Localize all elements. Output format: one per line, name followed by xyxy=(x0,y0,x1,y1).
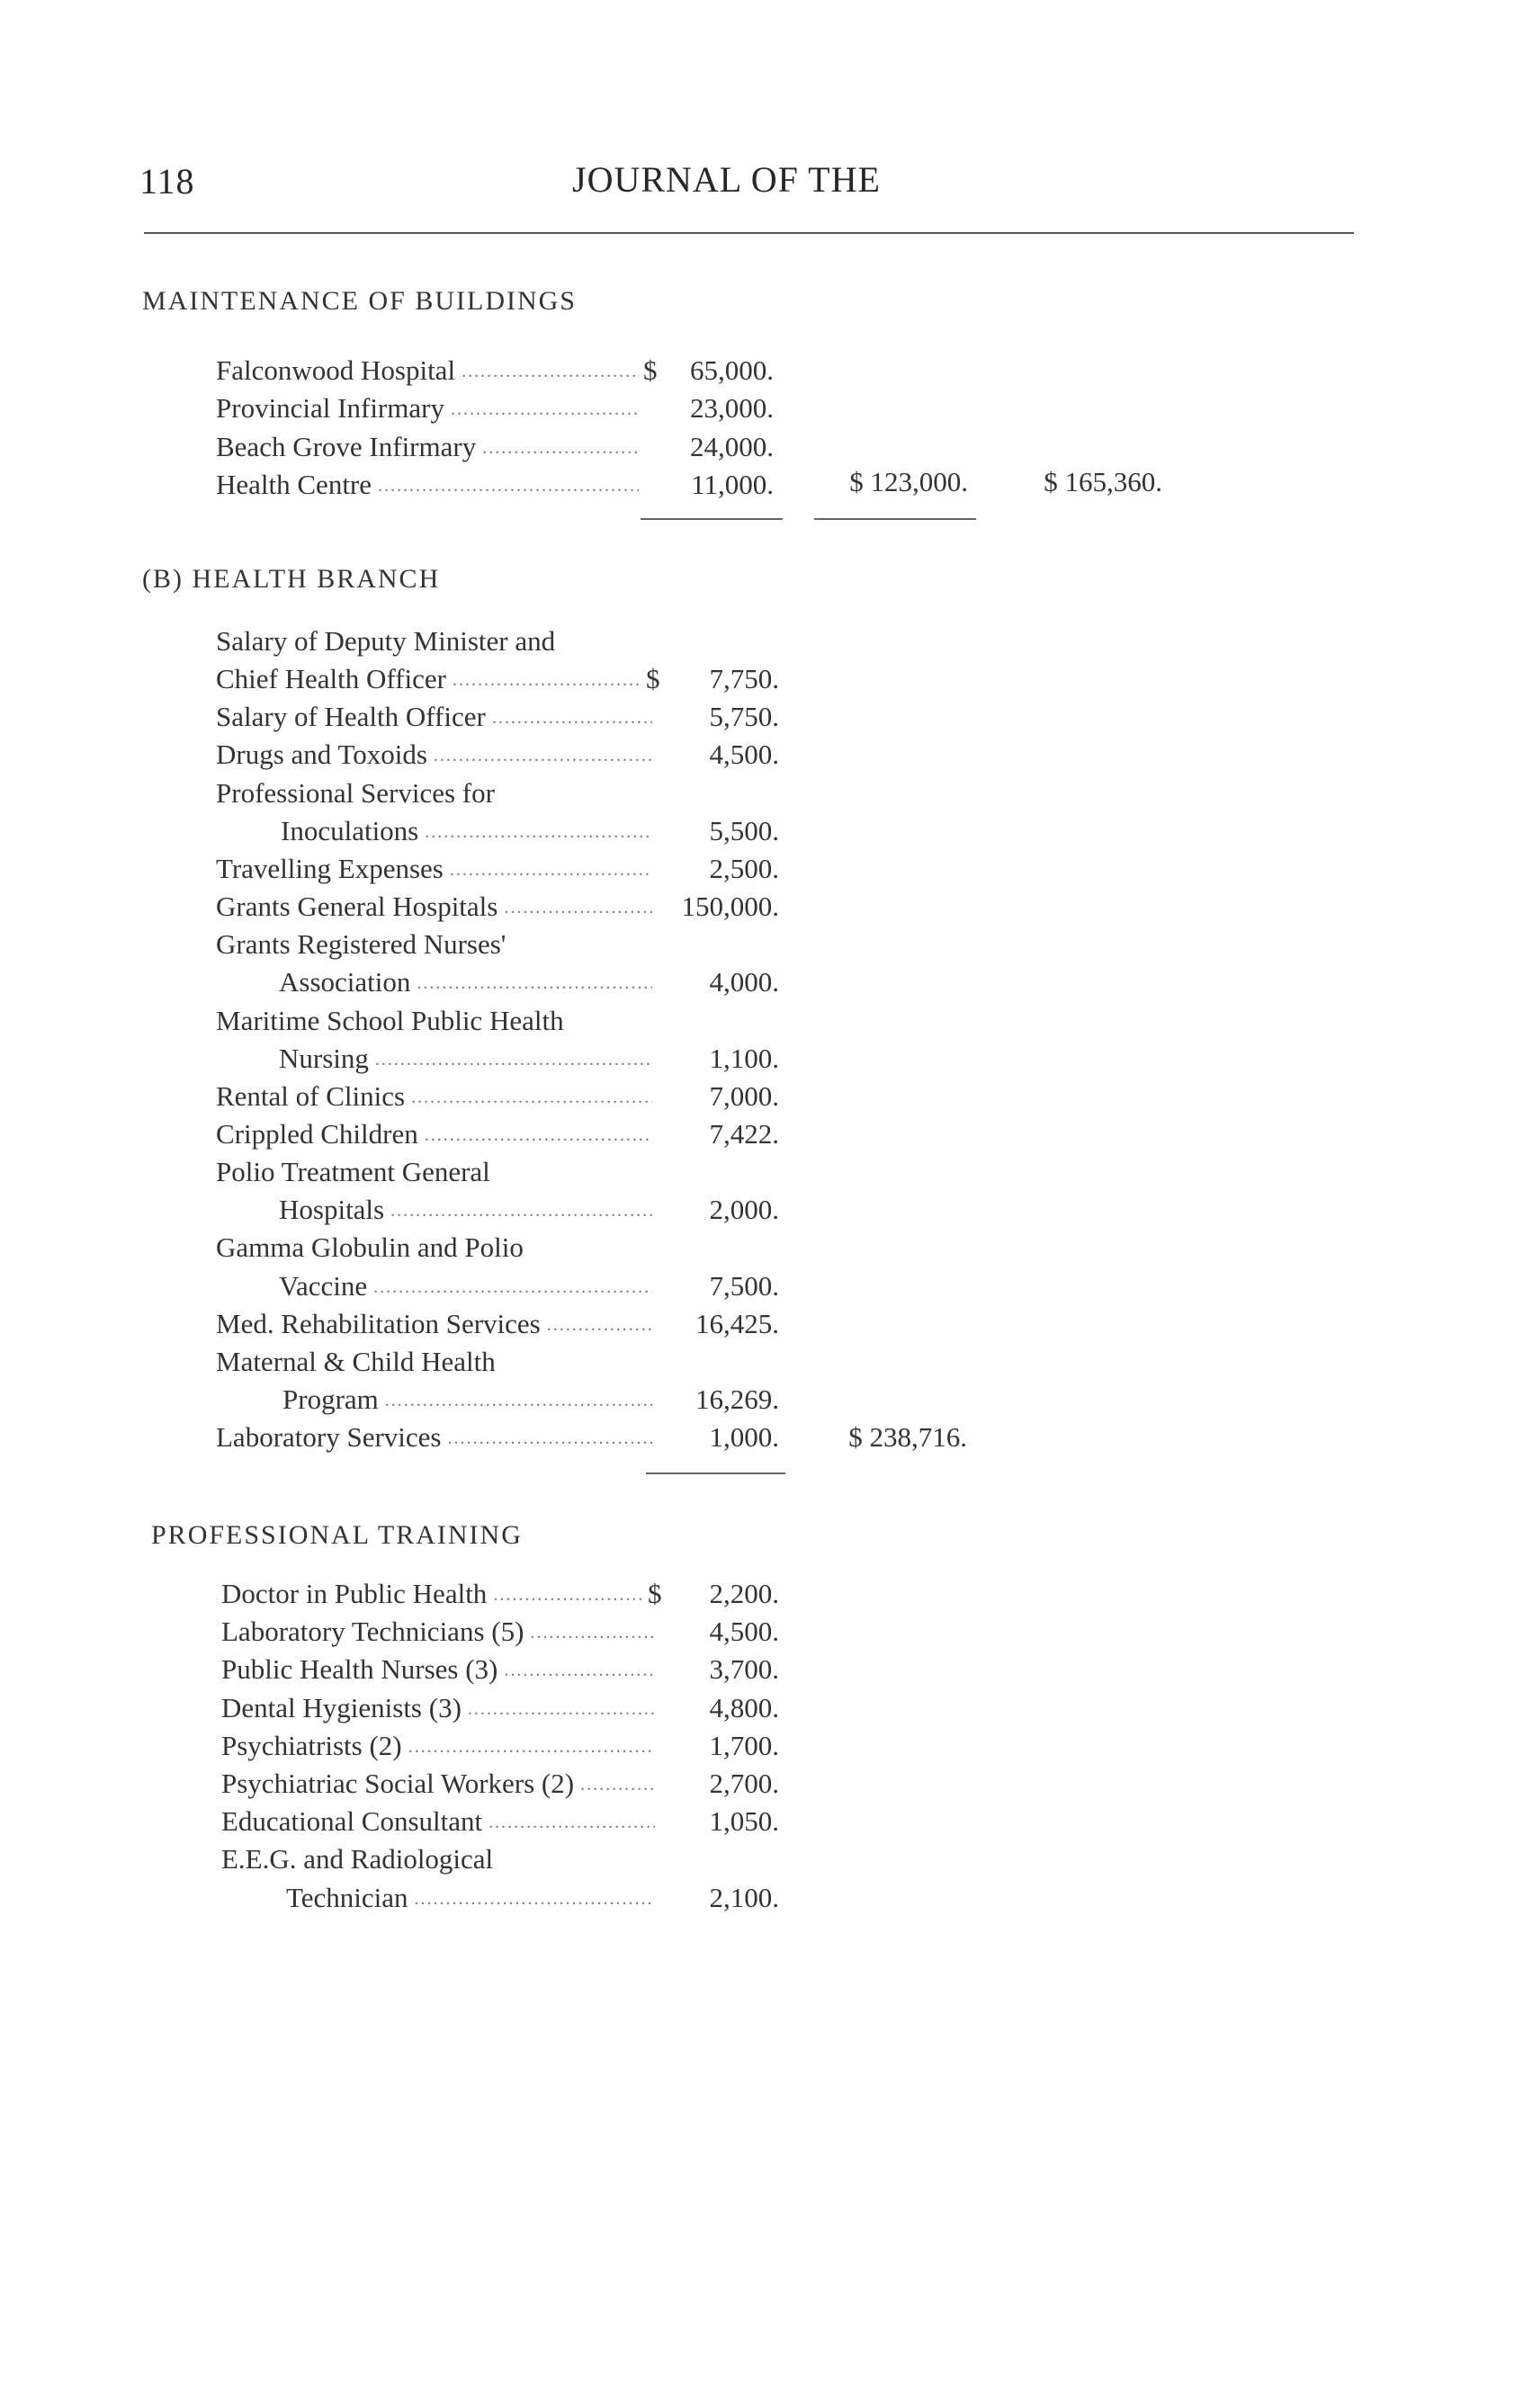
section-heading-maintenance: MAINTENANCE OF BUILDINGS xyxy=(142,286,577,316)
table-row xyxy=(0,1344,1524,1380)
row-amount: 4,500. xyxy=(709,1616,779,1648)
row-amount: 1,100. xyxy=(709,1042,779,1074)
table-row xyxy=(0,1419,1524,1455)
row-amount: 2,100. xyxy=(709,1881,779,1913)
row-amount: 3,700. xyxy=(709,1653,779,1686)
row-amount: 7,000. xyxy=(709,1079,779,1112)
row-label: Grants Registered Nurses' xyxy=(216,928,507,961)
dollar-sign: $ xyxy=(646,663,660,695)
row-label: Educational Consultant ..... xyxy=(221,1804,655,1840)
table-row xyxy=(0,353,1524,389)
row-amount: 4,800. xyxy=(709,1691,779,1723)
header-rule xyxy=(144,232,1354,234)
table-row xyxy=(0,1690,1524,1726)
row-label: Beach Grove Infirmary ..... xyxy=(216,429,639,466)
row-label: Salary of Deputy Minister and xyxy=(216,625,556,657)
row-label: Public Health Nurses (3) ..... xyxy=(221,1652,655,1688)
maintenance-column-rule xyxy=(641,518,783,520)
table-row xyxy=(0,813,1524,849)
table-row xyxy=(0,1382,1524,1418)
table-row xyxy=(0,1576,1524,1612)
row-label: Association ..... xyxy=(279,964,652,1001)
row-amount: 16,425. xyxy=(695,1307,779,1339)
row-label: Vaccine ..... xyxy=(279,1268,652,1305)
table-row xyxy=(0,1880,1524,1916)
table-row xyxy=(0,1192,1524,1228)
table-row xyxy=(0,1306,1524,1342)
row-label: Drugs and Toxoids ..... xyxy=(216,737,652,774)
row-amount: 2,200. xyxy=(709,1578,779,1609)
row-label: Laboratory Technicians (5) ..... xyxy=(221,1614,655,1651)
row-amount: 5,750. xyxy=(709,701,779,733)
row-amount: 2,700. xyxy=(709,1768,779,1799)
row-label: Polio Treatment General xyxy=(216,1156,490,1188)
row-label: Psychiatriac Social Workers (2) ..... xyxy=(221,1766,655,1803)
row-label: Inoculations ..... xyxy=(281,813,652,850)
table-row xyxy=(0,1003,1524,1039)
row-label: Professional Services for xyxy=(216,776,495,809)
row-amount: 1,050. xyxy=(709,1805,779,1838)
row-label: Rental of Clinics ..... xyxy=(216,1079,652,1115)
row-amount: 7,422. xyxy=(709,1117,779,1150)
running-title: JOURNAL OF THE xyxy=(572,159,881,200)
row-label: E.E.G. and Radiological xyxy=(221,1843,494,1875)
row-amount: 2,500. xyxy=(709,852,779,884)
table-row xyxy=(0,1614,1524,1650)
table-row xyxy=(0,623,1524,659)
dollar-sign: $ xyxy=(648,1578,662,1609)
row-label: Nursing ..... xyxy=(279,1041,652,1078)
health-branch-column-rule xyxy=(646,1473,785,1474)
row-label: Laboratory Services ..... xyxy=(216,1419,652,1456)
row-amount: 24,000. xyxy=(690,430,774,462)
row-label: Provincial Infirmary ..... xyxy=(216,390,639,427)
table-row xyxy=(0,467,1524,503)
row-amount: 16,269. xyxy=(695,1383,779,1415)
table-row xyxy=(0,964,1524,1000)
table-row xyxy=(0,775,1524,811)
row-label: Med. Rehabilitation Services ..... xyxy=(216,1306,652,1343)
row-amount: 4,500. xyxy=(709,739,779,771)
row-amount: 7,500. xyxy=(709,1269,779,1302)
table-row xyxy=(0,1230,1524,1266)
row-amount: 4,000. xyxy=(709,966,779,998)
table-row xyxy=(0,1652,1524,1687)
maintenance-subtotal: $ 123,000. xyxy=(849,466,968,497)
row-amount: 11,000. xyxy=(691,468,774,500)
row-label: Psychiatrists (2) ..... xyxy=(221,1728,655,1765)
row-label: Doctor in Public Health ..... xyxy=(221,1576,644,1613)
row-label: Falconwood Hospital ..... xyxy=(216,353,640,389)
row-amount: 150,000. xyxy=(681,891,779,923)
section-heading-professional-training: PROFESSIONAL TRAINING xyxy=(151,1520,523,1550)
row-amount: 7,750. xyxy=(709,663,779,695)
health-branch-total: $ 238,716. xyxy=(848,1421,967,1453)
table-row xyxy=(0,1079,1524,1114)
row-amount: 1,000. xyxy=(709,1421,779,1454)
row-label: Health Centre ..... xyxy=(216,467,639,504)
row-label: Technician ..... xyxy=(286,1880,655,1917)
row-label: Grants General Hospitals ..... xyxy=(216,889,652,926)
row-amount: 23,000. xyxy=(690,392,774,425)
table-row xyxy=(0,390,1524,426)
row-label: Travelling Expenses ..... xyxy=(216,851,652,888)
row-label: Hospitals ..... xyxy=(279,1192,652,1229)
row-label: Gamma Globulin and Polio xyxy=(216,1231,524,1264)
table-row xyxy=(0,1154,1524,1190)
row-amount: 5,500. xyxy=(709,814,779,846)
row-label: Maritime School Public Health xyxy=(216,1004,564,1036)
dollar-sign: $ xyxy=(643,354,658,386)
row-amount: 2,000. xyxy=(709,1194,779,1226)
row-amount: 65,000. xyxy=(690,354,774,386)
table-row xyxy=(0,1116,1524,1152)
page-number: 118 xyxy=(139,161,195,201)
table-row xyxy=(0,1766,1524,1802)
row-label: Dental Hygienists (3) ..... xyxy=(221,1690,655,1727)
table-row xyxy=(0,851,1524,887)
maintenance-subtotal-rule xyxy=(814,518,976,520)
table-row xyxy=(0,1268,1524,1304)
table-row xyxy=(0,889,1524,925)
row-label: Chief Health Officer ..... xyxy=(216,661,642,698)
table-row xyxy=(0,737,1524,773)
row-label: Salary of Health Officer ..... xyxy=(216,699,652,736)
table-row xyxy=(0,1728,1524,1764)
table-row xyxy=(0,926,1524,962)
section-heading-health-branch: (B) HEALTH BRANCH xyxy=(142,564,441,594)
table-row xyxy=(0,661,1524,697)
table-row xyxy=(0,1804,1524,1840)
maintenance-total: $ 165,360. xyxy=(1044,466,1162,497)
row-label: Crippled Children ..... xyxy=(216,1116,652,1153)
table-row xyxy=(0,1841,1524,1877)
table-row xyxy=(0,429,1524,465)
table-row xyxy=(0,699,1524,735)
row-amount: 1,700. xyxy=(709,1729,779,1761)
row-label: Program ..... xyxy=(282,1382,652,1419)
table-row xyxy=(0,1041,1524,1077)
row-label: Maternal & Child Health xyxy=(216,1345,496,1377)
